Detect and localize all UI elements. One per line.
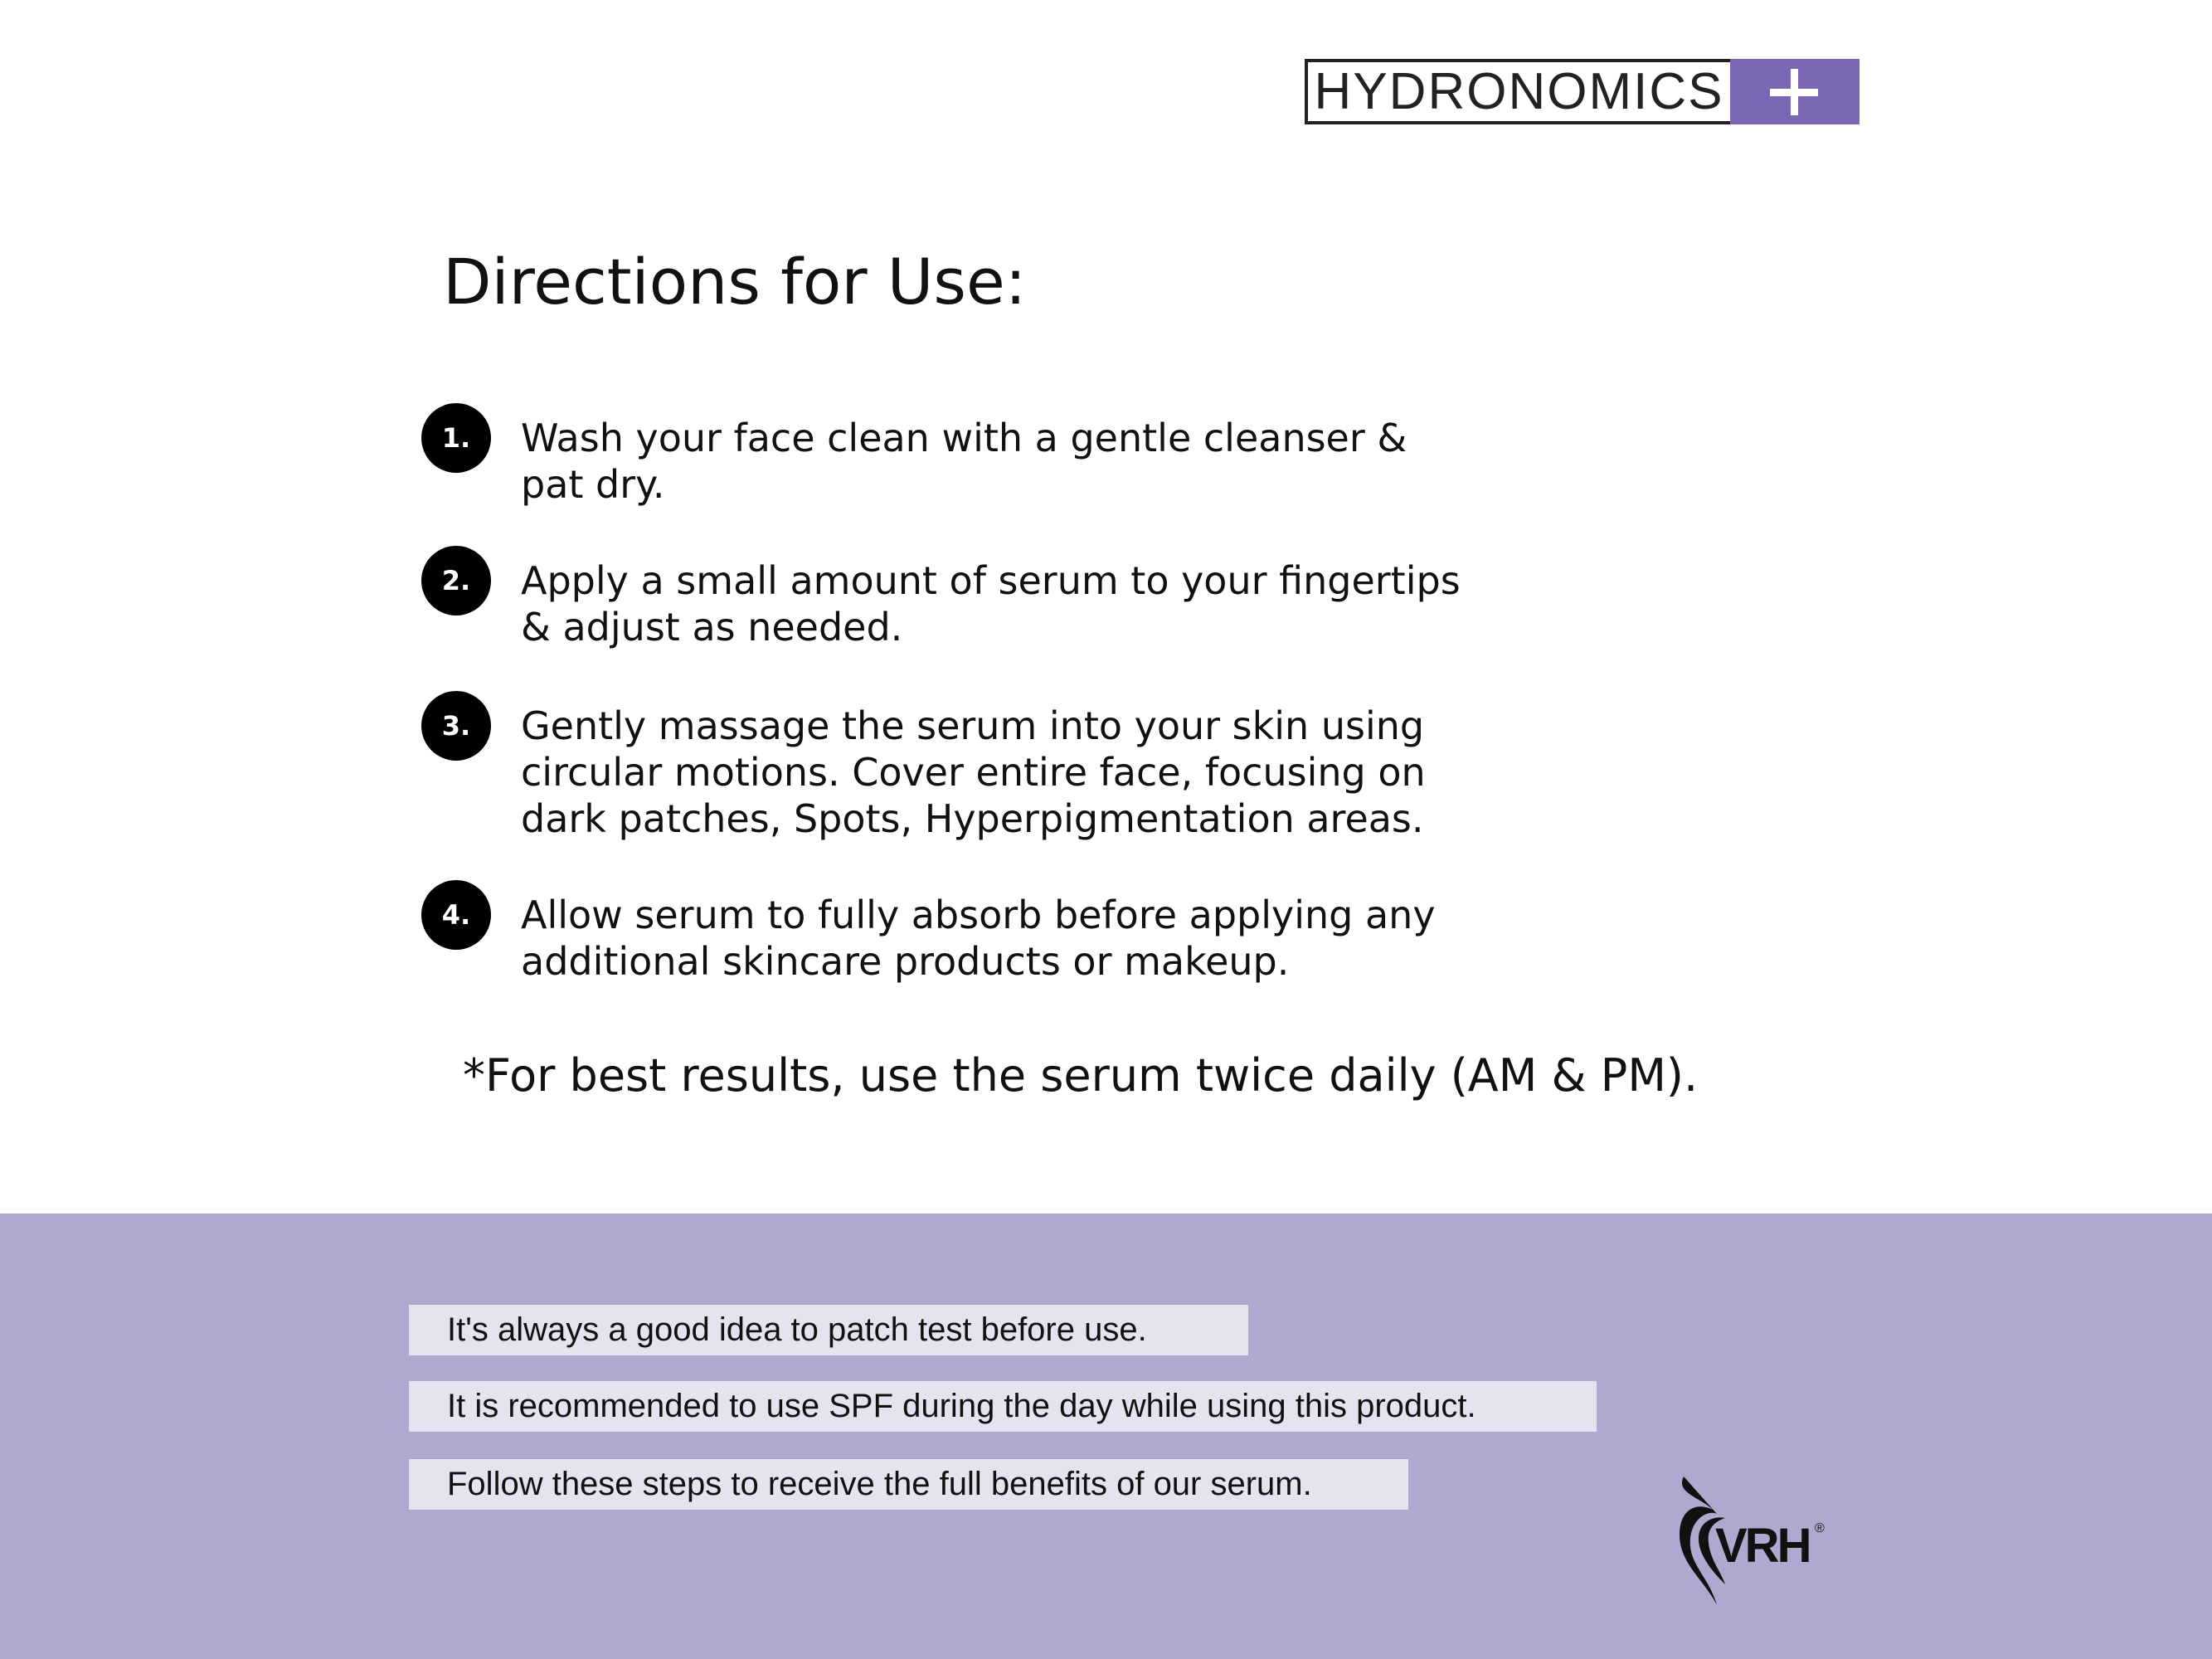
logo-text: VRH: [1715, 1519, 1810, 1573]
brand-name: HYDRONOMICS: [1305, 59, 1730, 124]
step-item: [421, 892, 1458, 985]
hydronomics-logo: [1305, 59, 1860, 124]
step-number: 1.: [421, 403, 491, 473]
page-title: Directions for Use:: [443, 245, 1027, 319]
step-text: Allow serum to fully absorb before applying any additional skincare products or makeup.: [521, 893, 1436, 984]
step-text: Wash your face clean with a gentle cleanser & pat dry.: [521, 416, 1407, 507]
step-number: 4.: [421, 880, 491, 950]
step-number: 2.: [421, 546, 491, 615]
tips-band: [0, 1214, 2212, 1659]
tip-item: It's always a good idea to patch test before use.: [409, 1305, 1248, 1355]
tip-item: It is recommended to use SPF during the day while using this product.: [409, 1381, 1597, 1432]
step-item: [421, 557, 1475, 650]
step-text: Apply a small amount of serum to your fingertips & adjust as needed.: [521, 558, 1461, 649]
usage-note: *For best results, use the serum twice daily (AM & PM).: [463, 1049, 1699, 1102]
step-text: Gently massage the serum into your skin using circular motions. Cover entire face, focusing on dark patches, Spots, Hyperpigmentation areas.: [521, 703, 1426, 841]
step-number: 3.: [421, 691, 491, 761]
plus-icon: [1730, 59, 1860, 124]
vrh-logo: [1667, 1472, 1833, 1613]
registered-mark: ®: [1815, 1521, 1825, 1535]
step-item: [421, 703, 1458, 842]
step-item: [421, 415, 1458, 508]
tip-item: Follow these steps to receive the full benefits of our serum.: [409, 1459, 1408, 1510]
